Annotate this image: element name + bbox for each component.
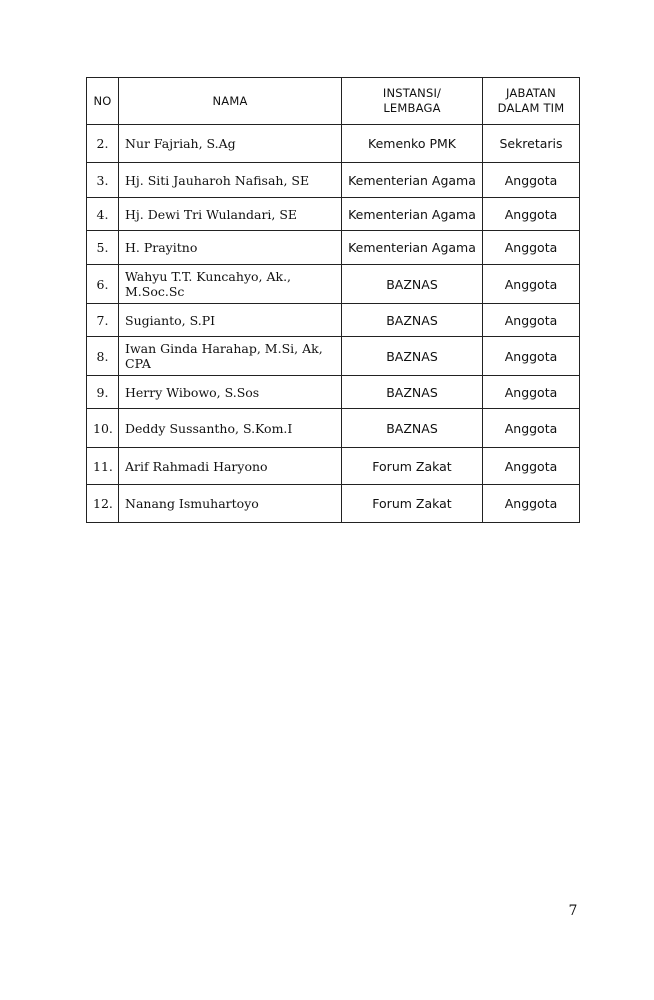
member-role: Anggota — [483, 337, 580, 376]
row-number: 5. — [87, 231, 119, 265]
row-number: 10. — [87, 409, 119, 448]
member-institution: BAZNAS — [342, 337, 483, 376]
row-number: 3. — [87, 163, 119, 198]
table-row — [87, 485, 580, 523]
table-row — [87, 231, 580, 265]
member-institution: Kementerian Agama — [342, 198, 483, 231]
member-institution: BAZNAS — [342, 376, 483, 409]
member-name — [119, 265, 342, 304]
team-members-table — [86, 77, 580, 523]
header-nama: NAMA — [119, 78, 342, 125]
member-name — [119, 409, 342, 448]
member-institution: Forum Zakat — [342, 485, 483, 523]
table-row — [87, 265, 580, 304]
member-role: Anggota — [483, 231, 580, 265]
table-row — [87, 409, 580, 448]
member-name-line1: Nanang Ismuhartoyo — [125, 496, 259, 511]
table-row — [87, 376, 580, 409]
table-row — [87, 337, 580, 376]
member-role: Sekretaris — [483, 125, 580, 163]
row-number: 8. — [87, 337, 119, 376]
row-number: 12. — [87, 485, 119, 523]
table-row — [87, 125, 580, 163]
member-institution: Kemenko PMK — [342, 125, 483, 163]
member-role: Anggota — [483, 448, 580, 485]
row-number: 9. — [87, 376, 119, 409]
row-number: 2. — [87, 125, 119, 163]
member-name — [119, 304, 342, 337]
member-name — [119, 125, 342, 163]
member-role: Anggota — [483, 198, 580, 231]
row-number: 7. — [87, 304, 119, 337]
member-name-line1: Herry Wibowo, S.Sos — [125, 384, 260, 400]
member-name — [119, 485, 342, 523]
member-name-line1: Wahyu T.T. Kuncahyo, Ak., — [125, 269, 292, 284]
header-instansi — [342, 78, 483, 125]
header-instansi-line2: LEMBAGA — [383, 101, 441, 115]
member-name-line1: Nur Fajriah, S.Ag — [125, 136, 236, 151]
page-number: 7 — [568, 903, 578, 919]
row-number: 6. — [87, 265, 119, 304]
member-name-line1: Sugianto, S.PI — [125, 312, 216, 328]
row-number: 4. — [87, 198, 119, 231]
member-name — [119, 231, 342, 265]
member-institution: BAZNAS — [342, 409, 483, 448]
header-no: NO — [87, 78, 119, 125]
table-row — [87, 198, 580, 231]
member-role: Anggota — [483, 304, 580, 337]
member-name-line2: M.Soc.Sc — [125, 284, 185, 299]
table-row — [87, 163, 580, 198]
member-name-line1: Hj. Dewi Tri Wulandari, SE — [125, 206, 298, 222]
table-body — [87, 125, 580, 523]
member-institution: Kementerian Agama — [342, 231, 483, 265]
member-institution: BAZNAS — [342, 265, 483, 304]
member-name-line2: CPA — [125, 356, 151, 371]
header-instansi-line1: INSTANSI/ — [382, 86, 442, 100]
member-name-line1: H. Prayitno — [125, 240, 198, 255]
member-name — [119, 448, 342, 485]
member-name-line1: Arif Rahmadi Haryono — [125, 458, 268, 474]
table-header-row — [87, 78, 580, 125]
member-role: Anggota — [483, 376, 580, 409]
member-name — [119, 376, 342, 409]
header-jabatan — [483, 78, 580, 125]
header-jabatan-line2: DALAM TIM — [497, 101, 565, 115]
header-jabatan-line1: JABATAN — [506, 86, 556, 100]
table-row — [87, 304, 580, 337]
member-name — [119, 198, 342, 231]
member-name — [119, 163, 342, 198]
member-name-line1: Deddy Sussantho, S.Kom.I — [125, 420, 293, 436]
row-number: 11. — [87, 448, 119, 485]
member-name-line1: Hj. Siti Jauharoh Nafisah, SE — [125, 172, 310, 188]
member-role: Anggota — [483, 265, 580, 304]
member-role: Anggota — [483, 485, 580, 523]
member-role: Anggota — [483, 409, 580, 448]
table-row — [87, 448, 580, 485]
member-role: Anggota — [483, 163, 580, 198]
member-institution: Kementerian Agama — [342, 163, 483, 198]
member-name-line1: Iwan Ginda Harahap, M.Si, Ak, — [125, 341, 323, 356]
member-institution: BAZNAS — [342, 304, 483, 337]
member-name — [119, 337, 342, 376]
member-institution: Forum Zakat — [342, 448, 483, 485]
